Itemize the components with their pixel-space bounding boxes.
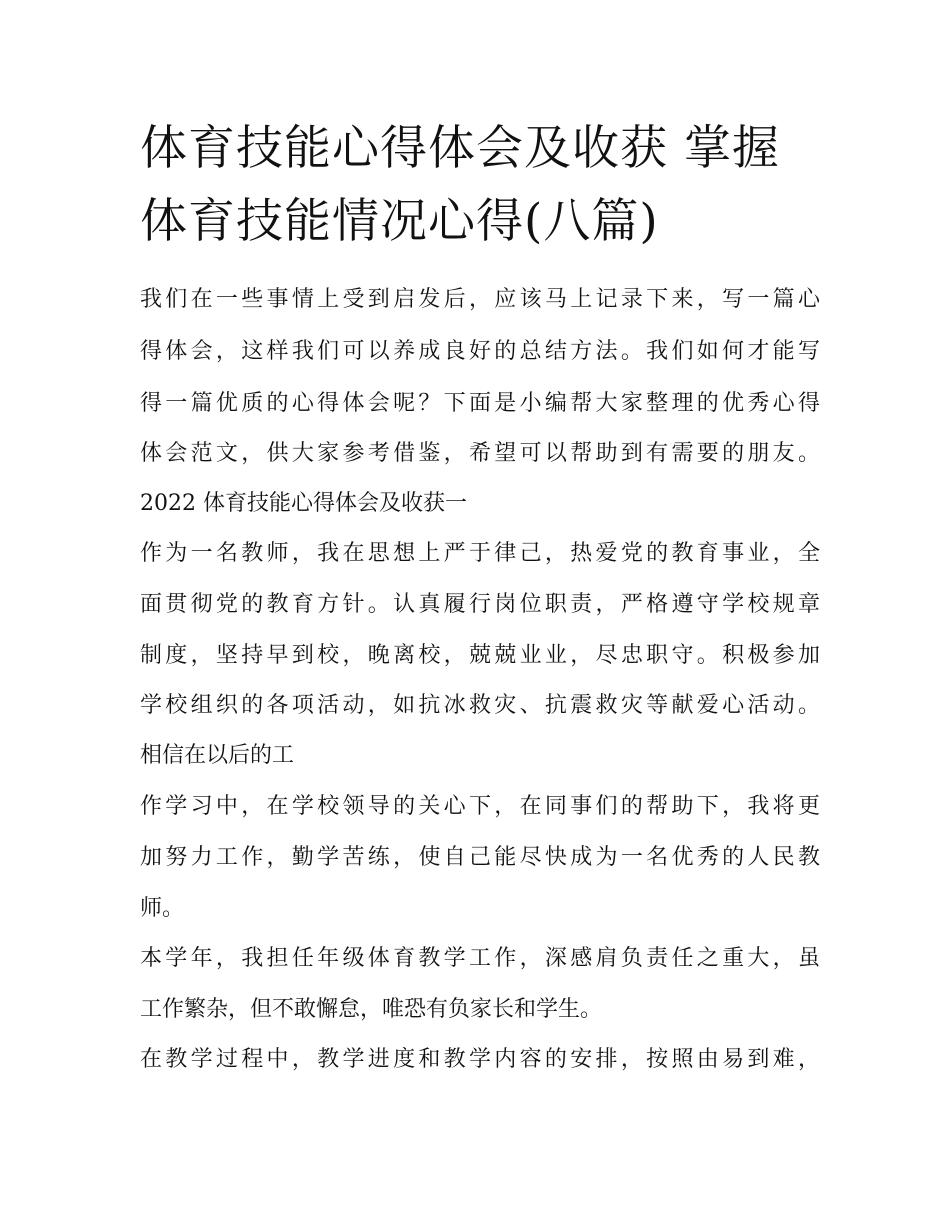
title-line-1: 体育技能心得体会及收获 掌握 xyxy=(140,121,780,176)
document-title xyxy=(140,112,820,258)
paragraph-line: 作学习中，在学校领导的关心下，在同事们的帮助下，我将更 xyxy=(140,794,820,819)
intro-line-3: 得一篇优质的心得体会呢？下面是小编帮大家整理的优秀心得 xyxy=(140,391,820,416)
paragraph-line: 在教学过程中，教学进度和教学内容的安排，按照由易到难， xyxy=(140,1047,820,1072)
section-heading: 2022 体育技能心得体会及收获一 xyxy=(140,491,467,516)
paragraph-line: 工作繁杂，但不敢懈怠，唯恐有负家长和学生。 xyxy=(140,997,603,1022)
intro-line-4: 体会范文，供大家参考借鉴，希望可以帮助到有需要的朋友。 xyxy=(140,441,820,466)
paragraph-line: 制度，坚持早到校，晚离校，兢兢业业，尽忠职守。积极参加 xyxy=(140,643,820,668)
title-line-2: 体育技能情况心得(八篇) xyxy=(140,194,659,249)
paragraph-line: 面贯彻党的教育方针。认真履行岗位职责，严格遵守学校规章 xyxy=(140,592,820,617)
paragraph-line: 本学年，我担任年级体育教学工作，深感肩负责任之重大，虽 xyxy=(140,946,820,971)
paragraph-line: 学校组织的各项活动，如抗冰救灾、抗震救灾等献爱心活动。 xyxy=(140,693,820,718)
paragraph-line: 作为一名教师，我在思想上严于律己，热爱党的教育事业，全 xyxy=(140,541,820,566)
paragraph-line: 师。 xyxy=(140,896,185,921)
intro-line-2: 得体会，这样我们可以养成良好的总结方法。我们如何才能写 xyxy=(140,339,820,364)
paragraph-line: 加努力工作，勤学苦练，使自己能尽快成为一名优秀的人民教 xyxy=(140,845,820,870)
intro-line-1: 我们在一些事情上受到启发后，应该马上记录下来，写一篇心 xyxy=(140,287,820,312)
paragraph-line: 相信在以后的工 xyxy=(140,743,295,768)
